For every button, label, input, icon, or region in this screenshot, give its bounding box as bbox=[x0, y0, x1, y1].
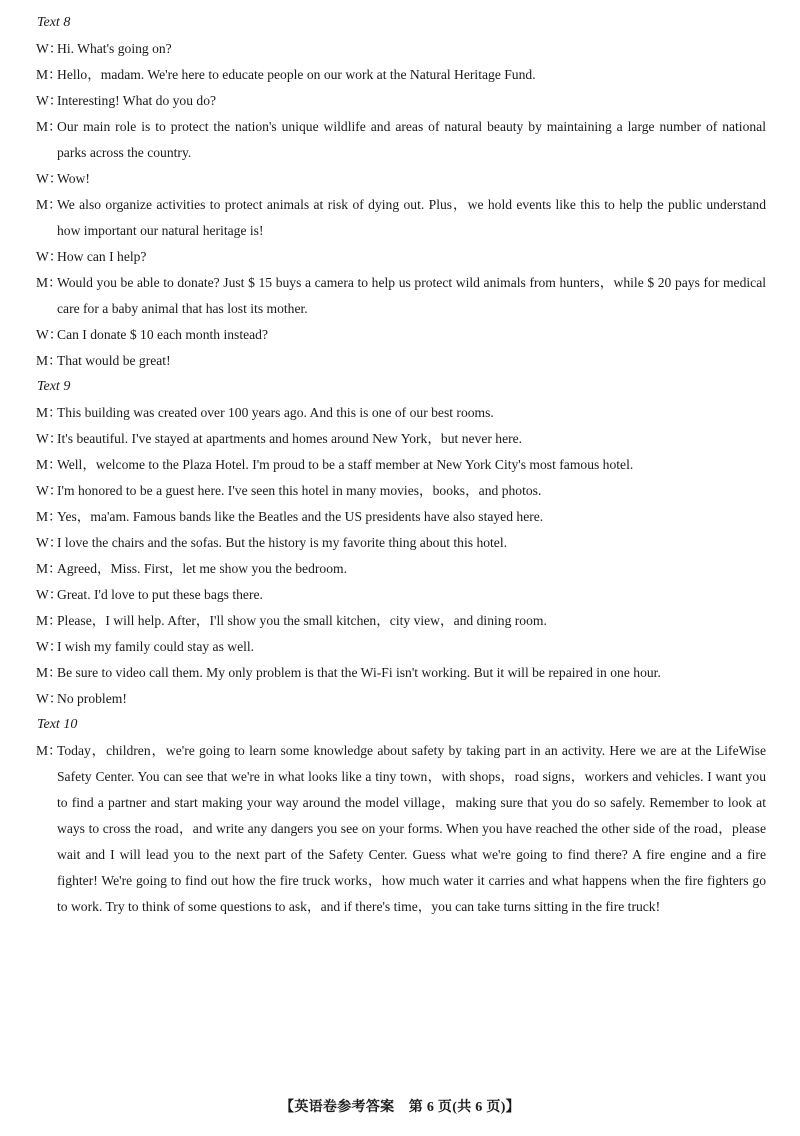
dialogue-line bbox=[36, 348, 766, 374]
speaker-label: M： bbox=[36, 275, 62, 290]
dialogue-text: Can I donate $ 10 each month instead? bbox=[57, 327, 269, 342]
dialogue-line bbox=[36, 582, 766, 608]
dialogue-text: Hi. What's going on? bbox=[57, 41, 172, 56]
dialogue-line bbox=[36, 608, 766, 634]
dialogue-line bbox=[36, 36, 766, 62]
dialogue-line bbox=[36, 400, 766, 426]
speaker-label: W： bbox=[36, 483, 63, 498]
dialogue-line bbox=[36, 530, 766, 556]
dialogue-lines bbox=[36, 400, 766, 712]
dialogue-text: Be sure to video call them. My only problem is that the Wi-Fi isn't working. But it will be repaired in one hour. bbox=[57, 665, 661, 680]
speaker-label: W： bbox=[36, 249, 63, 264]
dialogue-text: Agreed，Miss. First，let me show you the bedroom. bbox=[57, 561, 347, 576]
speaker-label: M： bbox=[36, 561, 62, 576]
speaker-label: M： bbox=[36, 197, 62, 212]
dialogue-line bbox=[36, 114, 766, 166]
speaker-label: W： bbox=[36, 431, 63, 446]
speaker-label: M： bbox=[36, 743, 62, 758]
speaker-label: W： bbox=[36, 93, 63, 108]
dialogue-text: We also organize activities to protect animals at risk of dying out. Plus，we hold events like this to help the public understand how important our natural heritage is! bbox=[57, 197, 766, 238]
dialogue-text: Well，welcome to the Plaza Hotel. I'm proud to be a staff member at New York City's most famous hotel. bbox=[57, 457, 634, 472]
dialogue-text: That would be great! bbox=[57, 353, 171, 368]
dialogue-text: Wow! bbox=[57, 171, 90, 186]
dialogue-line bbox=[36, 738, 766, 920]
dialogue-line bbox=[36, 166, 766, 192]
dialogue-text: Today，children，we're going to learn some knowledge about safety by taking part in an activity. Here we are at the LifeWise Safety Center. You can see that we're in what looks like a tiny town，with shops，road signs，workers and vehicles. I want you to find a partner and start making your way around the model village，making sure that you do so safely. Remember to look at ways to cross the road，and write any dangers you see on your forms. When you have reached the other side of the road，please wait and I will lead you to the next part of the Safety Center. Guess what we're going to find there? A fire engine and a fire fighter! We're going to find out how the fire truck works，how much water it carries and what happens when the fire fighters go to work. Try to think of some questions to ask，and if there's time，you can take turns sitting in the fire truck! bbox=[57, 743, 766, 914]
speaker-label: M： bbox=[36, 119, 62, 134]
dialogue-text: Hello，madam. We're here to educate people on our work at the Natural Heritage Fund. bbox=[57, 67, 536, 82]
dialogue-text: I'm honored to be a guest here. I've seen this hotel in many movies，books，and photos. bbox=[57, 483, 542, 498]
dialogue-line bbox=[36, 270, 766, 322]
dialogue-line bbox=[36, 62, 766, 88]
text-10-heading: Text 10 bbox=[37, 717, 78, 732]
dialogue-line bbox=[36, 192, 766, 244]
text-8-section bbox=[36, 10, 766, 374]
dialogue-line bbox=[36, 88, 766, 114]
speaker-label: M： bbox=[36, 405, 62, 420]
speaker-label: M： bbox=[36, 509, 62, 524]
dialogue-line bbox=[36, 426, 766, 452]
page-footer: 【英语卷参考答案 第 6 页(共 6 页)】 bbox=[280, 1100, 520, 1115]
speaker-label: W： bbox=[36, 691, 63, 706]
dialogue-text: I wish my family could stay as well. bbox=[57, 639, 255, 654]
speaker-label: W： bbox=[36, 639, 63, 654]
speaker-label: M： bbox=[36, 353, 62, 368]
dialogue-line bbox=[36, 452, 766, 478]
speaker-label: W： bbox=[36, 587, 63, 602]
speaker-label: W： bbox=[36, 327, 63, 342]
dialogue-text: Yes，ma'am. Famous bands like the Beatles and the US presidents have also stayed here. bbox=[57, 509, 544, 524]
text-10-section bbox=[36, 712, 766, 920]
dialogue-line bbox=[36, 686, 766, 712]
speaker-label: M： bbox=[36, 665, 62, 680]
dialogue-text: No problem! bbox=[57, 691, 127, 706]
speaker-label: M： bbox=[36, 67, 62, 82]
dialogue-line bbox=[36, 244, 766, 270]
dialogue-line bbox=[36, 660, 766, 686]
dialogue-line bbox=[36, 504, 766, 530]
dialogue-text: Interesting! What do you do? bbox=[57, 93, 217, 108]
speaker-label: W： bbox=[36, 41, 63, 56]
text-8-heading: Text 8 bbox=[37, 15, 71, 30]
dialogue-text: Please，I will help. After，I'll show you the small kitchen，city view，and dining room. bbox=[57, 613, 547, 628]
transcript bbox=[36, 10, 766, 920]
dialogue-line bbox=[36, 556, 766, 582]
dialogue-text: I love the chairs and the sofas. But the history is my favorite thing about this hotel. bbox=[57, 535, 508, 550]
dialogue-lines bbox=[36, 36, 766, 374]
dialogue-text: Would you be able to donate? Just $ 15 buys a camera to help us protect wild animals from hunters，while $ 20 pays for medical care for a baby animal that has lost its mother. bbox=[57, 275, 766, 316]
dialogue-lines bbox=[36, 738, 766, 920]
dialogue-text: This building was created over 100 years ago. And this is one of our best rooms. bbox=[57, 405, 494, 420]
dialogue-text: How can I help? bbox=[57, 249, 147, 264]
speaker-label: W： bbox=[36, 535, 63, 550]
dialogue-text: It's beautiful. I've stayed at apartments and homes around New York，but never here. bbox=[57, 431, 523, 446]
dialogue-line bbox=[36, 478, 766, 504]
dialogue-line bbox=[36, 634, 766, 660]
speaker-label: M： bbox=[36, 457, 62, 472]
text-9-section bbox=[36, 374, 766, 712]
dialogue-line bbox=[36, 322, 766, 348]
dialogue-text: Great. I'd love to put these bags there. bbox=[57, 587, 263, 602]
speaker-label: W： bbox=[36, 171, 63, 186]
text-9-heading: Text 9 bbox=[37, 379, 71, 394]
speaker-label: M： bbox=[36, 613, 62, 628]
dialogue-text: Our main role is to protect the nation's unique wildlife and areas of natural beauty by maintaining a large number of national parks across the country. bbox=[57, 119, 766, 160]
